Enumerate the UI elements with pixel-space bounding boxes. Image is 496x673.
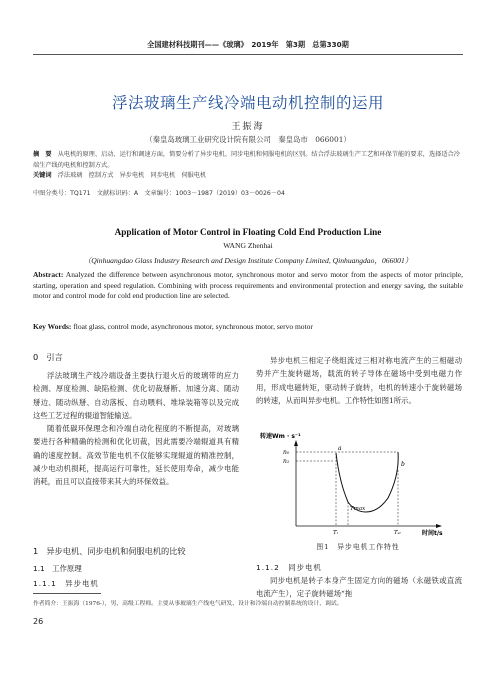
fig-point-a: a (338, 445, 342, 452)
left-column-body (33, 369, 239, 489)
en-keywords-text: float glass, control mode, asynchronous motor, synchronous motor, servo motor (71, 322, 313, 331)
section-intro-heading: 0 引言 (33, 352, 63, 362)
right-column-body (256, 354, 462, 407)
figure-1-chart (256, 430, 462, 540)
fig-n0-label: n₀ (283, 449, 290, 456)
fig-x-label: 时间t/s (422, 530, 443, 537)
cn-abstract (33, 150, 463, 182)
affiliation: （秦皇岛玻璃工业研究设计院有限公司 秦皇岛市 066001） (145, 135, 351, 144)
figure-1-caption: 图1 异步电机工作特性 (316, 543, 400, 551)
header-rule (33, 54, 463, 55)
section-1-heading: 1 异步电机、同步电机和伺服电机的比较 (33, 546, 186, 556)
journal-header: 全国建材科技期刊——《玻璃》 2019年 第3期 总第330期 (147, 40, 349, 49)
footnote-rule (33, 593, 101, 594)
fig-tl-label: Tₗ (333, 530, 339, 536)
en-abstract-label: Abstract: (33, 270, 64, 279)
section-1-1-heading: 1.1 工作原理 (33, 564, 82, 573)
author: 王振海 (231, 122, 265, 132)
en-affiliation: （Qinhuangdao Glass Industry Research and Design Institute Company Limited, Qinhuangdao，066001） (83, 256, 413, 265)
right-paragraph-1: 异步电机三相定子绕组流过三相对称电流产生的三相磁动势并产生旋转磁场，载流的转子导体在磁场中受到电磁力作用，形成电磁转矩，驱动转子旋转，电机的转速小于旋转磁场的转速，从而叫异步电机。工作特性如图1所示。 (256, 356, 462, 405)
en-keywords-label: Key Words: (33, 322, 72, 331)
intro-paragraph-1: 浮法玻璃生产线冷端设备主要执行退火后的玻璃带的应力检测、厚度检测、缺陷检测、优化切裁掰断、加速分离、随动掰边、随动纵掰、自动落板、自动喂料、堆垛装箱等以及完成这些工艺过程的辊道智能输送。 (33, 371, 239, 420)
fig-n1-label: n₁ (283, 458, 290, 465)
en-abstract (33, 270, 463, 302)
en-abstract-text: Analyzed the difference between asynchronous motor, synchronous motor and servo motor from the aspects of motor principle, starting, operation and speed regulation. Combining with process requirements and environmental protection and energy saving, the suitable motor and control mode for cold end production line are selected. (33, 270, 463, 300)
fig-tst-label: Tₛₜ (394, 530, 401, 536)
cn-keywords-label: 关键词 (33, 172, 52, 179)
article-title: 浮法玻璃生产线冷端电动机控制的运用 (111, 94, 384, 112)
cn-abstract-label: 摘 要 (33, 151, 52, 158)
x-axis-arrow (436, 524, 442, 528)
fig-tmax-label: Tmax (350, 506, 366, 512)
torque-speed-curve (336, 452, 398, 512)
page-number: 26 (33, 617, 44, 626)
cn-keywords-text: 浮法玻璃 控制方式 异步电机 同步电机 伺服电机 (57, 172, 207, 179)
en-title: Application of Motor Control in Floating Cold End Production Line (114, 227, 382, 237)
intro-paragraph-2: 随着低碳环保理念和冷端自动化程度的不断提高，对玻璃要进行各种精确的检测和优化切裁，因此需要冷端辊道具有精确的速度控制。高效节能电机不仅能够实现辊道的精准控制，减少电动机损耗，提高运行可靠性，延长使用寿命，减少电能消耗，而且可以直接带来其大的环保效益。 (33, 424, 239, 487)
en-author: WANG Zhenhai (223, 241, 273, 250)
section-1-1-1-heading: 1.1.1 异步电机 (33, 579, 99, 588)
cn-abstract-text: 从电机的原理、启动、运行和调速方面，简要分析了异步电机、同步电机和伺服电机的区别。结合浮法玻璃生产工艺和环保节能的要求，选择适合冷端生产线的电机和控制方式。 (33, 151, 460, 169)
fig-point-b: b (401, 461, 405, 468)
en-keywords (33, 322, 463, 331)
classification-meta: 中图分类号：TQ171 文献标识码：A 文章编号：1003－1987（2019）03－0026－04 (33, 190, 285, 197)
author-bio-footnote: 作者简介：王振海（1976-），男，高级工程师。主要从事玻璃生产线电气研发、设计和冷端自动控制系统的设计、调试。 (33, 601, 343, 607)
fig-y-label: 转速Wm · s⁻¹ (260, 433, 301, 440)
section-1-1-2-heading: 1.1.2 同步电机 (256, 563, 322, 572)
right-paragraph-2: 同步电机是转子本身产生固定方向的磁场（永磁铁或直流电流产生），定子旋转磁场“拖 (256, 576, 462, 599)
right-column-body-2 (256, 574, 462, 601)
y-axis-arrow (294, 440, 298, 446)
